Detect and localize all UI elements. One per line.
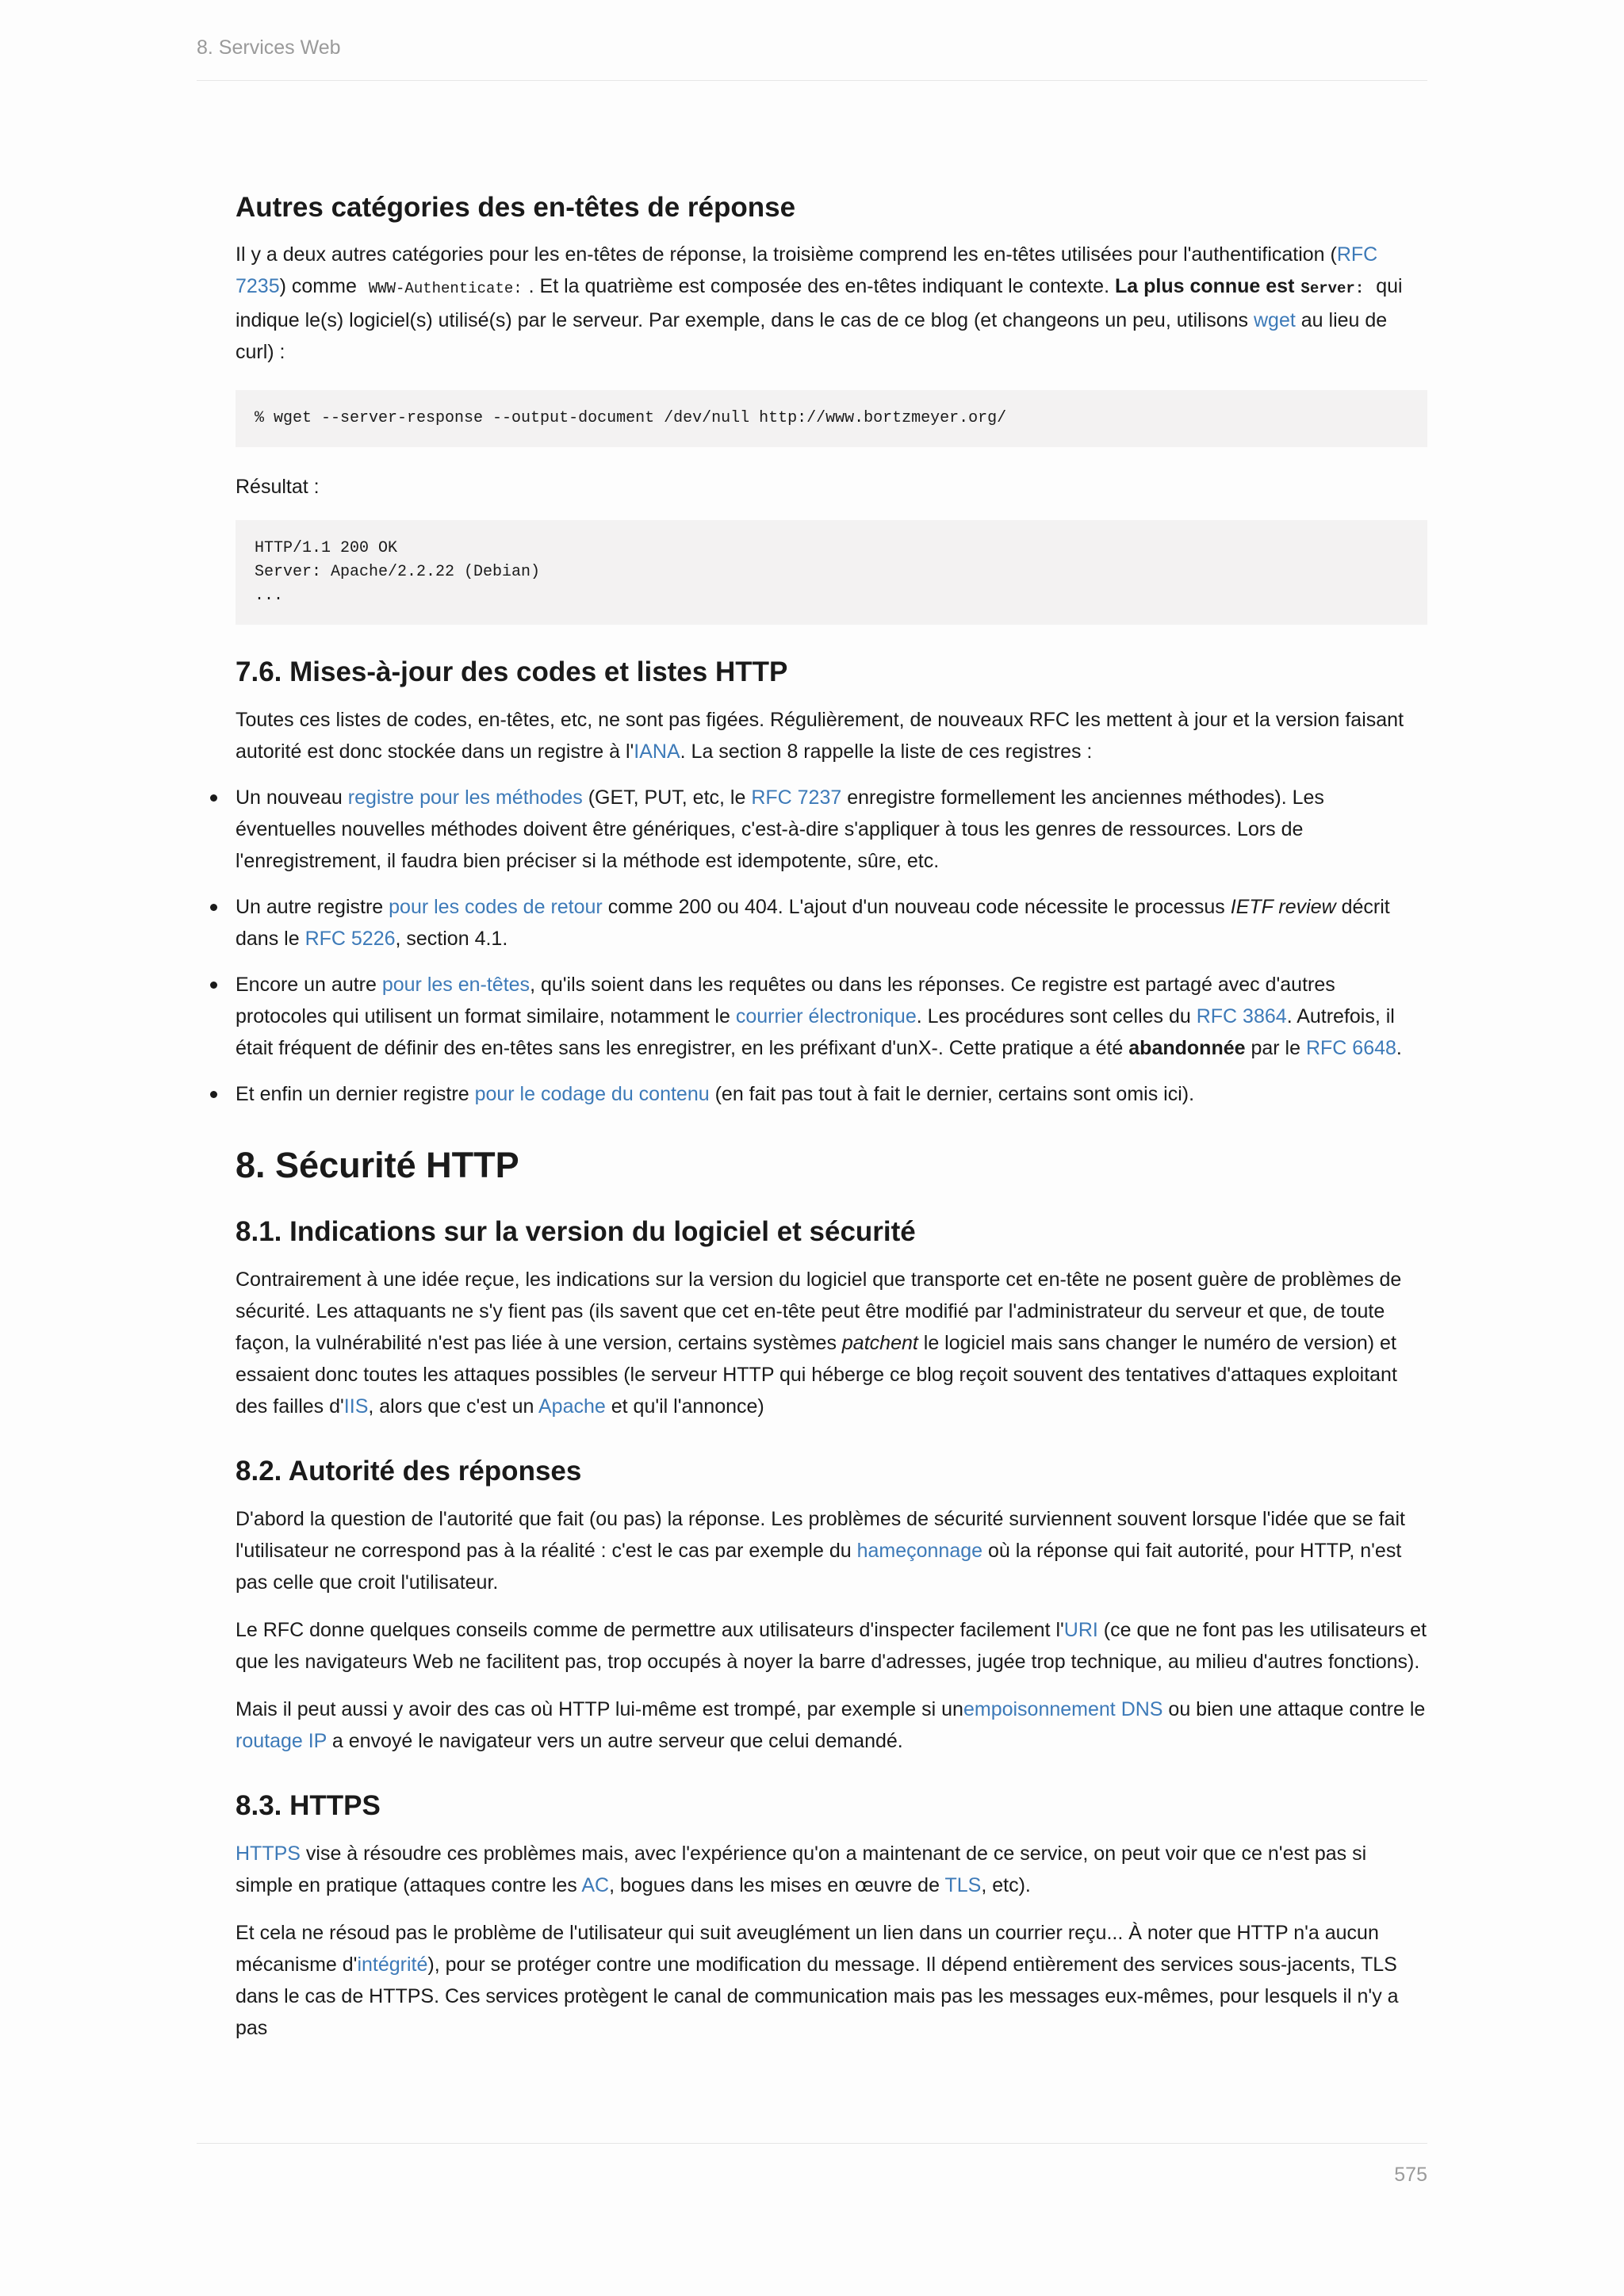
link-ac[interactable]: AC xyxy=(581,1874,610,1896)
paragraph-resultat: Résultat : xyxy=(236,476,320,498)
paragraph-http-deceived: Mais il peut aussi y avoir des cas où HTTP lui-même est trompé, par exemple si unempoisonnement DNS ou bien une attaque contre le routage IP a envoyé le navigateur vers un autre serveur que celui demandé. xyxy=(236,1698,1426,1752)
bullet-icon xyxy=(210,982,217,989)
section-heading-8-2: 8.2. Autorité des réponses xyxy=(236,1456,582,1487)
paragraph-software-version: Contrairement à une idée reçue, les indications sur la version du logiciel que transporte cet en-tête ne posent guère de problèmes de sécurité. Les attaquants ne s'y fient pas (ils savent que cet en-tête peut être modifié par l'administrateur du serveur et que, de toute façon, la vulnérabilité n'est pas liée à une version, certains systèmes patchent le logiciel mais sans changer le numéro de version) et essaient donc toutes les attaques possibles (le serveur HTTP qui héberge ce blog reçoit souvent des tentatives d'attaques exploitant des failles d'IIS, alors que c'est un Apache et qu'il l'annonce) xyxy=(236,1269,1402,1418)
chapter-heading-securite-http: 8. Sécurité HTTP xyxy=(236,1145,519,1185)
link-rfc-7235[interactable]: RFC 7235 xyxy=(236,243,1378,297)
paragraph-integrity: Et cela ne résoud pas le problème de l'utilisateur qui suit aveuglément un lien dans un courrier reçu... À noter que HTTP n'a aucun mécanisme d'intégrité), pour se protéger contre une modification du message. Il dépend entièrement des services sous-jacents, TLS dans le cas de HTTPS. Ces services protègent le canal de communication mais pas les messages eux-mêmes, pour lesquels il n'y a pas xyxy=(236,1922,1399,2039)
paragraph-uri-advice: Le RFC donne quelques conseils comme de permettre aux utilisateurs d'inspecter facilement l'URI (ce que ne font pas les utilisateurs et que les navigateurs Web ne facilitent pas, trop occupés à noyer la barre d'adresses, jugée trop technique, au milieu d'autres fonctions). xyxy=(236,1619,1427,1673)
link-integrite[interactable]: intégrité xyxy=(357,1954,428,1976)
link-rfc-5226[interactable]: RFC 5226 xyxy=(304,928,396,950)
running-header: 8. Services Web xyxy=(197,36,341,59)
link-headers-registry[interactable]: pour les en-têtes xyxy=(381,974,530,996)
link-rfc-7237[interactable]: RFC 7237 xyxy=(751,786,842,809)
link-empoisonnement-dns[interactable]: empoisonnement DNS xyxy=(963,1698,1163,1720)
link-wget[interactable]: wget xyxy=(1254,309,1296,331)
link-apache[interactable]: Apache xyxy=(538,1395,606,1418)
link-rfc-3864[interactable]: RFC 3864 xyxy=(1196,1005,1287,1027)
paragraph-registries-intro: Toutes ces listes de codes, en-têtes, etc, ne sont pas figées. Régulièrement, de nouveaux RFC les mettent à jour et la version faisant autorité est donc stockée dans un registre à l'IANA. La section 8 rappelle la liste de ces registres : xyxy=(236,709,1404,763)
header-divider xyxy=(197,80,1427,81)
link-hameconnage[interactable]: hameçonnage xyxy=(856,1540,983,1562)
inline-code-server: Server: xyxy=(1300,280,1365,297)
list-item-methods-registry: Un nouveau registre pour les méthodes (GET, PUT, etc, le RFC 7237 enregistre formellement les anciennes méthodes). Les éventuelles nouvelles méthodes doivent être génériques, c'est-à-dire s'appliquer à tous les genres de ressources. Lors de l'enregistrement, il faudra bien préciser si la méthode est idempotente, sûre, etc. xyxy=(236,782,1427,877)
link-tls[interactable]: TLS xyxy=(944,1874,982,1896)
paragraph-https: HTTPS vise à résoudre ces problèmes mais, avec l'expérience qu'on a maintenant de ce service, on peut voir que ce n'est pas si simple en pratique (attaques contre les AC, bogues dans les mises en œuvre de TLS, etc). xyxy=(236,1843,1367,1896)
list-item-headers-registry: Encore un autre pour les en-têtes, qu'ils soient dans les requêtes ou dans les réponses. Ce registre est partagé avec d'autres protocoles qui utilisent un format similaire, notamment le courrier électronique. Les procédures sont celles du RFC 3864. Autrefois, il était fréquent de définir des en-têtes sans les enregistrer, en les préfixant d'unX-. Cette pratique a été abandonnée par le RFC 6648. xyxy=(236,969,1427,1064)
link-status-codes-registry[interactable]: pour les codes de retour xyxy=(389,896,603,918)
bullet-icon xyxy=(210,1091,217,1098)
page-number: 575 xyxy=(1394,2164,1427,2186)
code-block-wget-result: HTTP/1.1 200 OK Server: Apache/2.2.22 (Debian) ... xyxy=(236,520,1427,625)
bullet-icon xyxy=(210,794,217,802)
code-block-wget-command: % wget --server-response --output-document /dev/null http://www.bortzmeyer.org/ xyxy=(236,390,1427,447)
list-item-status-codes-registry: Un autre registre pour les codes de retour comme 200 ou 404. L'ajout d'un nouveau code nécessite le processus IETF review décrit dans le RFC 5226, section 4.1. xyxy=(236,891,1427,955)
registries-list xyxy=(236,782,1427,1110)
list-item-content-coding-registry: Et enfin un dernier registre pour le codage du contenu (en fait pas tout à fait le dernier, certains sont omis ici). xyxy=(236,1078,1427,1110)
link-rfc-6648[interactable]: RFC 6648 xyxy=(1305,1037,1396,1059)
link-iis[interactable]: IIS xyxy=(343,1395,369,1418)
inline-code-www-authenticate: WWW-Authenticate: xyxy=(368,280,523,297)
section-heading-8-1: 8.1. Indications sur la version du logiciel et sécurité xyxy=(236,1216,916,1247)
paragraph-auth-headers: Il y a deux autres catégories pour les en-têtes de réponse, la troisième comprend les en-têtes utilisées pour l'authentification (RFC 7235) comme WWW-Authenticate: . Et la quatrième est composée des en-têtes indiquant le contexte. La plus connue est Server: qui indique le(s) logiciel(s) utilisé(s) par le serveur. Par exemple, dans le cas de ce blog (et changeons un peu, utilisons wget au lieu de curl) : xyxy=(236,243,1403,363)
link-courrier-electronique[interactable]: courrier électronique xyxy=(735,1005,917,1027)
link-content-coding-registry[interactable]: pour le codage du contenu xyxy=(474,1083,710,1105)
link-https[interactable]: HTTPS xyxy=(236,1843,301,1865)
paragraph-authority: D'abord la question de l'autorité que fait (ou pas) la réponse. Les problèmes de sécurité surviennent souvent lorsque l'idée que se fait l'utilisateur ne correspond pas à la réalité : c'est le cas par exemple du hameçonnage où la réponse qui fait autorité, pour HTTP, n'est pas celle que croit l'utilisateur. xyxy=(236,1508,1405,1594)
link-methods-registry[interactable]: registre pour les méthodes xyxy=(347,786,583,809)
link-routage-ip[interactable]: routage IP xyxy=(236,1730,327,1752)
footer-divider xyxy=(197,2143,1427,2144)
bullet-icon xyxy=(210,904,217,911)
link-uri[interactable]: URI xyxy=(1063,1619,1098,1641)
section-heading-7-6: 7.6. Mises-à-jour des codes et listes HTTP xyxy=(236,656,788,687)
page-content xyxy=(236,190,1427,2044)
section-heading-autres-categories: Autres catégories des en-têtes de réponse xyxy=(236,192,796,223)
section-heading-8-3: 8.3. HTTPS xyxy=(236,1790,381,1821)
link-iana[interactable]: IANA xyxy=(634,740,680,763)
